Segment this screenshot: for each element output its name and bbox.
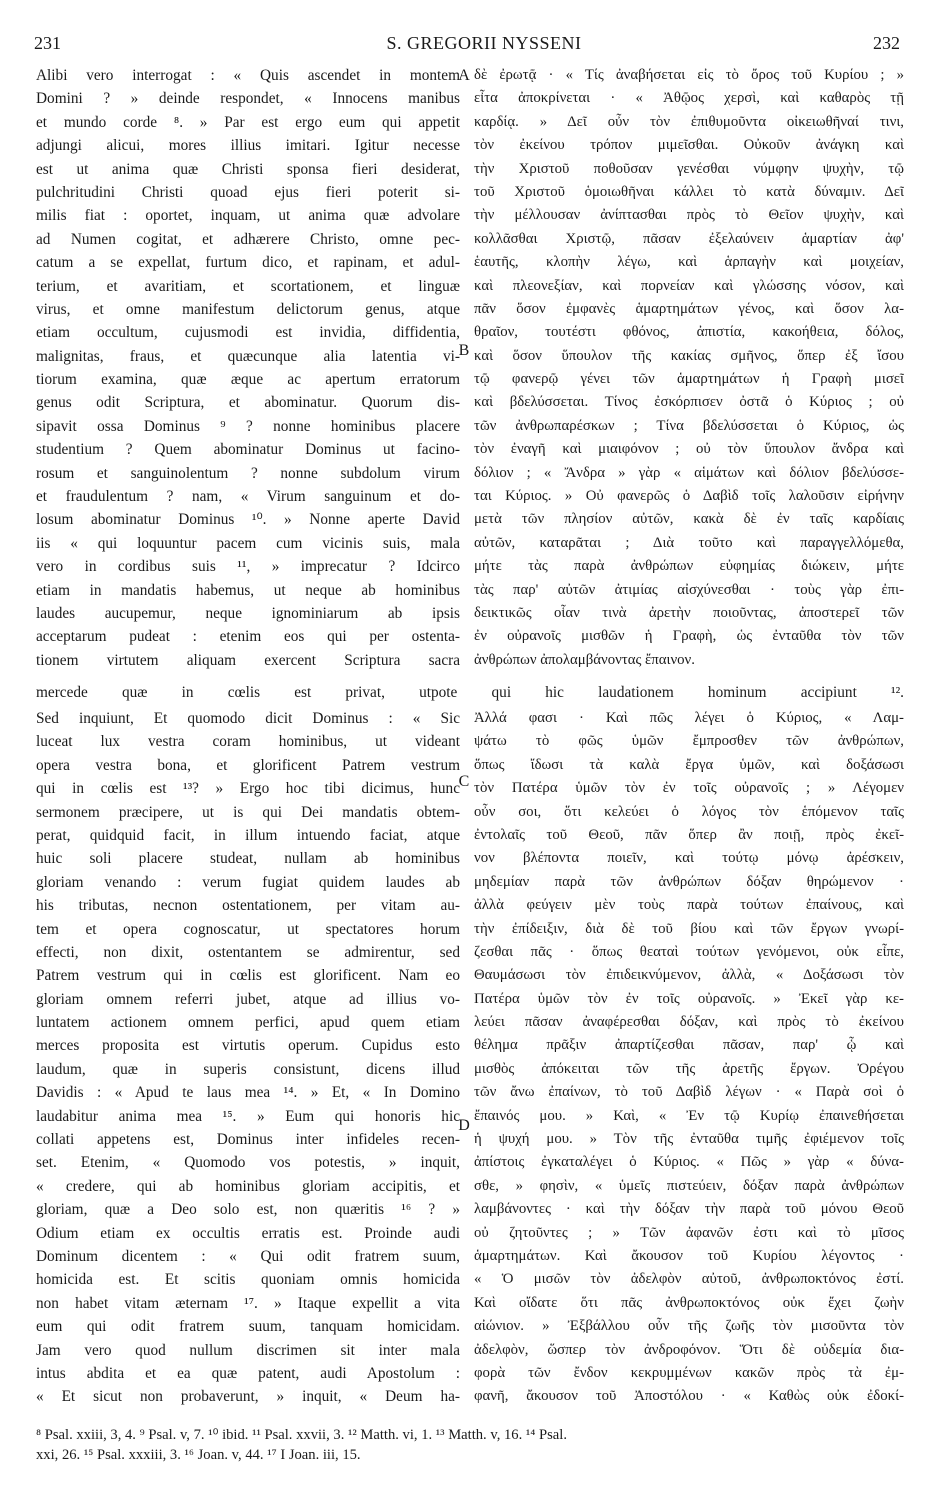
text-line: τὴν μέλλουσαν ἀνίπτασθαι πρὸς τὸ Θεῖον ψυχὴν, καὶ xyxy=(474,207,904,224)
text-line: τὴν Χριστοῦ ποθοῦσαν γενέσθαι νύμφην ψυχὴν, τῷ xyxy=(474,160,904,177)
text-line: Alibi vero interrogat : « Quis ascendet in montem xyxy=(36,67,460,84)
text-line: genus odit Scriptura, et abominatur. Quorum dis- xyxy=(36,394,460,412)
text-line: αὐτῶν, καταρᾶται ; Διὰ τοῦτο καὶ παραγγελλόμεθα, xyxy=(474,534,904,551)
text-line: φανῆ, ἄκουσον τοῦ Ἀποστόλου · « Καθὼς οὐκ ἐδοκί- xyxy=(474,1388,904,1405)
text-line: αἰώνιον. » Ἐξβάλλου οὖν τῆς ζωῆς τὸν μισοῦντα τὸν xyxy=(474,1318,904,1335)
text-line: ἔπαινός μου. » Καὶ, « Ἐν τῷ Κυρίῳ ἐπαινεθήσεται xyxy=(474,1107,904,1124)
text-line: losum abominatur Dominus ¹⁰. » Nonne aperte David xyxy=(36,511,460,529)
text-line: « Ὁ μισῶν τὸν ἀδελφὸν αὐτοῦ, ἀνθρωποκτόνος ἐστί. xyxy=(474,1271,904,1288)
text-line: καὶ ὅσον ὕπουλον τῆς κακίας σμῆνος, ὅπερ ἐξ ἴσου xyxy=(474,347,904,364)
text-line: gloriam omnem referri jubet, atque ad illius vo- xyxy=(36,990,460,1008)
text-line: τὸν Πατέρα ὑμῶν τὸν ἐν τοῖς οὐρανοῖς ; » Λέγομεν xyxy=(474,780,904,797)
text-line: καρδίᾳ. » Δεῖ οὖν τὸν ἐπιθυμοῦντα οἰκειωθῆναί τινι, xyxy=(474,113,904,130)
latin-column-lower xyxy=(36,707,460,1409)
text-line: καὶ βδελύσσεται. Τίνος ἐσκόρπισεν ὀστᾶ ὁ Κύριος ; οὐ xyxy=(474,394,904,411)
text-line: adjungi alicui, mores illius imitari. Igitur necesse xyxy=(36,137,460,155)
text-line: ἀπίστοις ἐγκαταλέγει ὁ Κύριος. « Πῶς » γὰρ « δύνα- xyxy=(474,1154,904,1171)
text-line: virus, et omne manifestum delictorum genus, atque xyxy=(36,300,460,318)
text-line: οὖν σοι, ὅτι κελεύει ὁ λόγος τὸν ἑπόμενον ταῖς xyxy=(474,803,904,820)
text-line: vero in cordibus suis ¹¹, » imprecatur ? Idcirco xyxy=(36,558,460,576)
text-line: ἐντολαῖς τοῦ Θεοῦ, πᾶν ὅπερ ἂν ποιῇ, πρὸς ἐκεῖ- xyxy=(474,826,904,843)
text-line: effecti, non dixit, ostentantem se admirentur, sed xyxy=(36,943,460,961)
page-number-left: 231 xyxy=(34,33,61,53)
text-line: ἡ ψυχή μου. » Τὸν τῆς ἐνταῦθα τιμῆς ἐφιέμενον τοῖς xyxy=(474,1131,904,1148)
text-line: ται Κύριος. » Οὐ φανερῶς ὁ Δαβὶδ τοῖς λαλοῦσιν εἰρήνην xyxy=(474,488,904,505)
text-line: collati appetens est, Dominus inter infideles recen- xyxy=(36,1131,460,1149)
text-line: terium, et avaritiam, et scortationem, et linguæ xyxy=(36,277,460,295)
text-line: laudes aucupemur, neque ignominiarum ab ipsis xyxy=(36,604,460,622)
text-line: gloriam venando : verum fugiat quidem laudes ab xyxy=(36,873,460,891)
text-line: τὴν ἐπίδειξιν, διὰ δὲ τοῦ βίου καὶ τῶν ἔργων γνωρί- xyxy=(474,920,904,937)
text-line: λεύει πᾶσαν ἀναφέρεσθαι δόξαν, καὶ πρὸς τὸ ἐκείνου xyxy=(474,1014,904,1031)
text-line: μήτε τὰς παρὰ ἀνθρώπων εὐφημίας διώκειν, μήτε xyxy=(474,558,904,575)
text-line: δεικτικῶς οἷαν τινὰ ἀρετὴν ποιοῦντας, ἀποστερεῖ τῶν xyxy=(474,604,904,621)
text-line: κολλᾶσθαι Χριστῷ, πᾶσαν ἐξελαύνειν ἁμαρτίαν ἀφ' xyxy=(474,230,904,247)
text-line: tiorum examina, quæ æque ac apertum erratorum xyxy=(36,371,460,389)
text-line: ἑαυτῆς, κλοπὴν λέγω, καὶ ἁρπαγὴν καὶ μοιχείαν, xyxy=(474,254,904,271)
text-line: perat, quidquid facit, in illum intuendo faciat, atque xyxy=(36,826,460,844)
text-line: etiam in mandatis habemus, ut neque ab hominibus xyxy=(36,581,460,599)
text-line: Domini ? » deinde respondet, « Innocens manibus xyxy=(36,90,460,108)
footnote-line: ⁸ Psal. xxiii, 3, 4. ⁹ Psal. v, 7. ¹⁰ ibid. ¹¹ Psal. xxvii, 3. ¹² Matth. vi, 1. ¹³ Matth. v, 16. ¹⁴ Psal. xyxy=(36,1427,567,1443)
text-line: opera vestra bona, et glorificent Patrem vestrum xyxy=(36,756,460,774)
text-line: his tributas, necnon ostentationem, per vitam au- xyxy=(36,897,460,915)
margin-marker-b: B xyxy=(458,342,470,359)
text-line: τῶν ἀνθρωπαρέσκων ; Τίνα βδελύσσεται ὁ Κύριος, ὡς xyxy=(474,417,904,434)
text-line: laudabitur anima mea ¹⁵. » Eum qui honoris hic xyxy=(36,1107,460,1125)
text-line: Ἀλλά φασι · Καὶ πῶς λέγει ὁ Κύριος, « Λαμ- xyxy=(474,710,904,726)
text-line: Sed inquiunt, Et quomodo dicit Dominus : « Sic xyxy=(36,710,460,727)
text-line: τῶν ἄνω ἐπαίνων, τὸ τοῦ Δαβὶδ λέγων · « Παρὰ σοὶ ὁ xyxy=(474,1084,904,1101)
text-line: μηδεμίαν παρὰ τῶν ἀνθρώπων δόξαν θηρώμενον · xyxy=(474,873,904,890)
text-line: τὸν ἐναγῆ καὶ μιαιφόνον ; οὐ τὸν ὕπουλον ἄνδρα καὶ xyxy=(474,441,904,458)
text-line: luceat lux vestra coram hominibus, ut videant xyxy=(36,733,460,751)
text-line: est ut anima quæ Christi sponsa fieri desiderat, xyxy=(36,160,460,178)
margin-marker-a: A xyxy=(458,67,470,84)
text-line: merces proposita est virtutis operum. Cupidus esto xyxy=(36,1037,460,1055)
text-line: tionem virtutem aliquam exercent Scriptura sacra xyxy=(36,651,460,669)
text-line: sermonem præcipere, ut is qui Dei mandatis obtem- xyxy=(36,803,460,821)
text-line: et fraudulentum ? nam, « Virum sanguinum et do- xyxy=(36,488,460,506)
text-line: luntatem actionem omnem perfici, apud quem etiam xyxy=(36,1014,460,1032)
text-line: ad Numen cogitat, et adhærere Christo, omne pec- xyxy=(36,230,460,248)
text-line: Jam vero quod nullum discrimen sit inter mala xyxy=(36,1341,460,1359)
text-line: τοῦ Χριστοῦ ὁμοιωθῆναι κάλλει τὸ κατὰ δύναμιν. Δεῖ xyxy=(474,183,904,200)
text-line: πᾶν ὅσον ἐμφανὲς ἁμαρτημάτων γένος, καὶ ὅσον λα- xyxy=(474,300,904,317)
text-line: malignitas, fraus, et quæcunque alia latentia vi- xyxy=(36,347,460,365)
footnote-line: xxi, 26. ¹⁵ Psal. xxxiii, 3. ¹⁶ Joan. v, 44. ¹⁷ I Joan. iii, 15. xyxy=(36,1447,361,1463)
running-header xyxy=(34,33,900,57)
text-line: ψάτω τὸ φῶς ὑμῶν ἔμπροσθεν τῶν ἀνθρώπων, xyxy=(474,733,904,750)
text-line: Patrem vestrum qui in cœlis est glorificent. Nam eo xyxy=(36,967,460,985)
text-line: δόλιον ; « Ἄνδρα » γὰρ « αἱμάτων καὶ δόλιον βδελύσσε- xyxy=(474,464,904,481)
text-line: set. Etenim, « Quomodo vos potestis, » inquit, xyxy=(36,1154,460,1172)
margin-marker-d: D xyxy=(458,1117,470,1134)
text-line: μετὰ τῶν πλησίον αὐτῶν, κακὰ δὲ ἐν ταῖς καρδίαις xyxy=(474,511,904,528)
running-title: S. GREGORII NYSSENI xyxy=(386,33,582,53)
text-line: Θαυμάσωσι τὸν ἐπιδεικνύμενον, ἀλλὰ, « Δοξάσωσι τὸν xyxy=(474,967,904,984)
text-line: homicida est. Et scitis quoniam omnis homicida xyxy=(36,1271,460,1289)
text-line: μισθὸς ἀπόκειται τῶν τῆς ἀρετῆς ἔργων. Ὀρέγου xyxy=(474,1060,904,1077)
text-line: ἐν οὐρανοῖς μισθῶν ἡ Γραφὴ, ὡς ἐνταῦθα τὸν τῶν xyxy=(474,628,904,645)
latin-column-upper xyxy=(36,64,460,672)
text-line: ἀλλὰ φεύγειν μὲν τοὺς παρὰ τούτων ἐπαίνους, καὶ xyxy=(474,897,904,914)
text-line: Dominum dicentem : « Qui odit fratrem suum, xyxy=(36,1247,460,1265)
margin-marker-c: C xyxy=(458,773,470,790)
text-line: τὰς παρ' αὐτῶν ἀτιμίας αἰσχύνεσθαι · τοὺς γὰρ ἐπι- xyxy=(474,581,904,598)
text-line: eum qui odit fratrem suum, tanquam homicidam. xyxy=(36,1318,460,1336)
text-line: rosum et sanguinolentum ? nonne subdolum virum xyxy=(36,464,460,482)
text-line: pulchritudini Christi quoad ejus fieri poterit si- xyxy=(36,183,460,201)
text-line: qui in cœlis est ¹³? » Ergo hoc tibi dicimus, hunc xyxy=(36,780,460,798)
text-line: θέλημα πρᾶξιν ἀπαρτίζεσθαι πᾶσαν, παρ' ᾧ καὶ xyxy=(474,1037,904,1054)
text-line: καὶ πλεονεξίαν, καὶ πορνείαν καὶ γλώσσης νόσον, καὶ xyxy=(474,277,904,294)
text-line: intus abdita et ea quæ patent, audi Apostolum : xyxy=(36,1364,460,1382)
text-line: λαμβάνοντες · καὶ τὴν δόξαν τὴν παρὰ τοῦ μόνου Θεοῦ xyxy=(474,1201,904,1218)
text-line: tem et opera cognoscatur, ut spectatores horum xyxy=(36,920,460,938)
text-line: ὅπως ἴδωσι τὰ καλὰ ἔργα ὑμῶν, καὶ δοξάσωσι xyxy=(474,756,904,773)
text-line: « credere, qui ab hominibus gloriam accipitis, et xyxy=(36,1177,460,1195)
text-line: catum a se expellat, furtum dico, et rapinam, et adul- xyxy=(36,254,460,272)
text-line: etiam occultum, cujusmodi est invidia, diffidentia, xyxy=(36,324,460,342)
text-line: ἀνθρώπων ἀπολαμβάνοντας ἔπαινον. xyxy=(474,651,695,668)
text-line: et mundo corde ⁸. » Par est ergo eum qui appetit xyxy=(36,113,460,131)
text-line: studentium ? Quem abominatur Dominus ut facino- xyxy=(36,441,460,459)
spanning-text-line: mercede quæ in cœlis est privat, utpote qui hic laudationem hominum accipiunt ¹². xyxy=(36,684,904,701)
text-line: φορὰ τῶν ἔνδον κεκρυμμένων κακῶν πρὸς τὰ ἐμ- xyxy=(474,1364,904,1381)
text-line: νον βλέποντα ποιεῖν, καὶ τούτῳ μόνῳ ἀρέσκειν, xyxy=(474,850,904,867)
text-line: Καὶ οἴδατε ὅτι πᾶς ἀνθρωποκτόνος οὐκ ἔχει ζωὴν xyxy=(474,1294,904,1311)
text-line: « Et sicut non probaverunt, » inquit, « Deum ha- xyxy=(36,1388,460,1406)
text-line: laudum, quæ in superis consistunt, dicens illud xyxy=(36,1060,460,1078)
text-line: τὸν ἐκείνου τρόπον μιμεῖσθαι. Οὐκοῦν ἀνάγκη καὶ xyxy=(474,137,904,154)
page-number-right: 232 xyxy=(873,33,900,53)
text-line: δὲ ἐρωτᾷ · « Τίς ἀναβήσεται εἰς τὸ ὄρος τοῦ Κυρίου ; » xyxy=(474,67,904,83)
text-line: εἶτα ἀποκρίνεται · « Ἀθῷος χερσὶ, καὶ καθαρὸς τῇ xyxy=(474,90,904,107)
text-line: gloriam, quæ a Deo solo est, non quæritis ¹⁶ ? » xyxy=(36,1201,460,1219)
footnotes xyxy=(36,1425,904,1465)
text-line: Davidis : « Apud te laus mea ¹⁴. » Et, « In Domino xyxy=(36,1084,460,1102)
text-line: σθε, » φησὶν, « ὑμεῖς πιστεύειν, δόξαν παρὰ ἀνθρώπων xyxy=(474,1177,904,1194)
text-line: huic soli placere studeat, nullam ab hominibus xyxy=(36,850,460,868)
text-line: Πατέρα ὑμῶν τὸν ἐν τοῖς οὐρανοῖς. » Ἐκεῖ γὰρ κε- xyxy=(474,990,904,1007)
greek-column-lower xyxy=(474,707,904,1409)
text-line: ἀδελφὸν, ὥσπερ τὸν ἀνδροφόνον. Ὅτι δὲ οὐδεμία δια- xyxy=(474,1341,904,1358)
greek-column-upper xyxy=(474,64,904,672)
text-line: τῷ φανερῷ γένει τῶν ἁμαρτημάτων ἡ Γραφὴ μισεῖ xyxy=(474,371,904,388)
text-line: Odium etiam ex occultis erratis est. Proinde audi xyxy=(36,1224,460,1242)
text-line: sipavit ossa Dominus ⁹ ? nonne hominibus placere xyxy=(36,417,460,435)
text-line: iis « qui loquuntur pacem cum vicinis suis, mala xyxy=(36,534,460,552)
text-line: milis fiat : oportet, inquam, ut anima quæ advolare xyxy=(36,207,460,225)
text-line: non habet vitam æternam ¹⁷. » Itaque expellit a vita xyxy=(36,1294,460,1312)
text-line: οὐ ζητοῦντες ; » Τῶν ἀφανῶν ἐστι καὶ τὸ μῖσος xyxy=(474,1224,904,1241)
text-line: θραῖον, τουτέστι φθόνος, ἀπιστία, κακοήθεια, δόλος, xyxy=(474,324,904,341)
text-line: ζεσθαι πᾶς · ὅπως θεαταὶ τούτων γενόμενοι, οὐκ εἶπε, xyxy=(474,943,904,960)
text-line: ἁμαρτημάτων. Καὶ ἄκουσον τοῦ Κυρίου λέγοντος · xyxy=(474,1247,904,1264)
text-line: acceptarum pudeat : etenim eos qui per ostenta- xyxy=(36,628,460,646)
